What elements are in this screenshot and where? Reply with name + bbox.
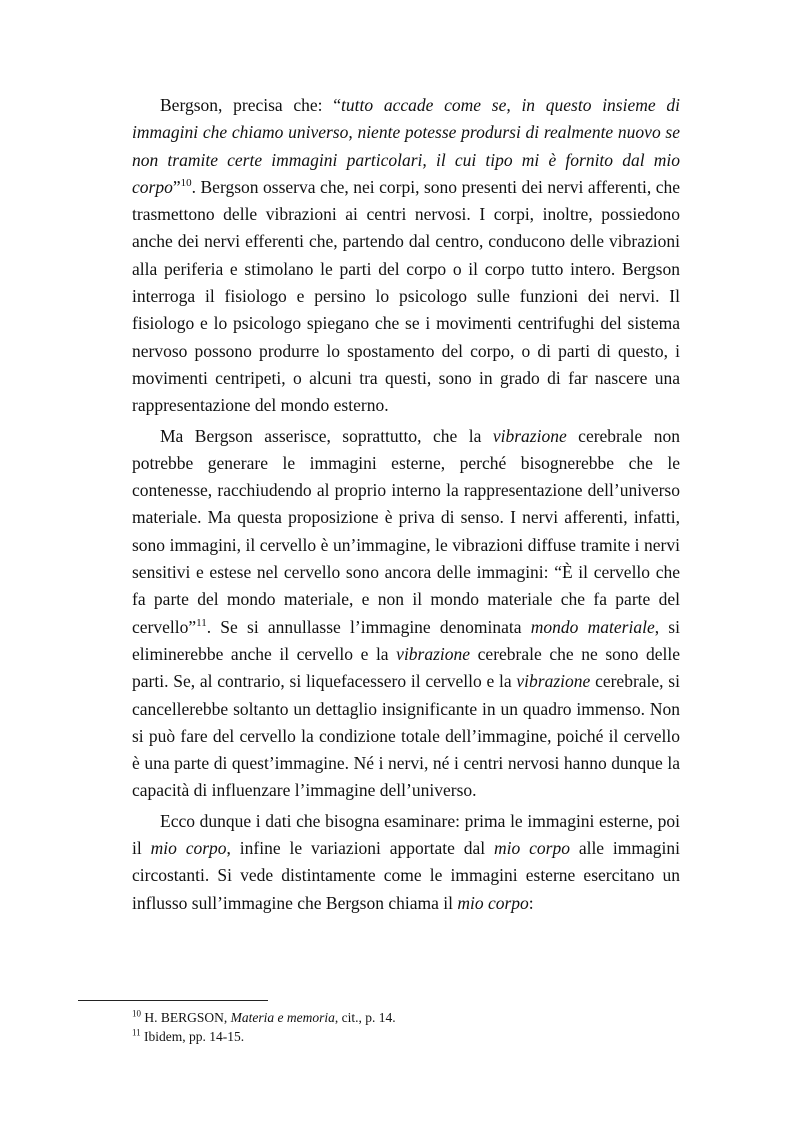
- text-run: Ibidem, pp. 14-15.: [140, 1029, 245, 1044]
- footnote-reference: 10: [180, 177, 192, 190]
- text-run: Ma Bergson asserisce, soprattutto, che la: [160, 425, 493, 446]
- italic-text: mio corpo: [150, 838, 227, 859]
- footnote-number: 10: [132, 1008, 141, 1019]
- text-run: ”: [172, 176, 181, 197]
- italic-text: vibrazione: [492, 425, 567, 446]
- footnote-reference: 11: [196, 616, 207, 629]
- paragraph: [132, 808, 680, 917]
- footnote: [132, 1027, 692, 1046]
- text-run: H. BERGSON,: [141, 1010, 231, 1025]
- footnote-text: [141, 1010, 396, 1025]
- italic-text: vibrazione: [516, 671, 591, 692]
- italic-text: mio corpo: [457, 892, 529, 913]
- text-run: alle immagini circostanti. Si vede distintamente come le immagini esterne esercitano un influsso sull’immagine che Bergson chiama il: [132, 838, 681, 913]
- footnotes: [132, 1008, 692, 1046]
- paragraph: [132, 92, 680, 420]
- italic-text: mondo materiale: [530, 616, 655, 637]
- text-run: cerebrale non potrebbe generare le immagini esterne, perché bisognerebbe che le contenesse, racchiudendo al proprio interno la rappresentazione dell’universo materiale. Ma questa proposizione è priva di senso. I nervi afferenti, infatti, sono immagini, il cervello è un’immagine, le vibrazioni diffuse tramite i nervi sensitivi e estese nel cervello sono ancora delle immagini: “È il cervello che fa parte del mondo materiale, e non il mondo materiale che fa parte del cervello”: [132, 425, 680, 637]
- text-run: cerebrale, si cancellerebbe soltanto un dettaglio insignificante in un quadro immenso. Non si può fare del cervello la condizione totale dell’immagine, poiché il cervello è una parte di quest’immagine. Né i nervi, né i centri nervosi hanno dunque la capacità di influenzare l’immagine dell’universo.: [132, 671, 680, 801]
- text-run: . Bergson osserva che, nei corpi, sono presenti dei nervi afferenti, che trasmettono delle vibrazioni ai centri nervosi. I corpi, inoltre, possiedono anche dei nervi efferenti che, partendo dal centro, conducono delle vibrazioni alla periferia e stimolano le parti del corpo o il corpo tutto intero. Bergson interroga il fisiologo e persino lo psicologo sulle funzioni dei nervi. Il fisiologo e lo psicologo spiegano che se i movimenti centrifughi del sistema nervoso possono produrre lo spostamento del corpo, o di parti di questo, i movimenti centripeti, o alcuni tra questi, sono in grado di far nascere una rappresentazione del mondo esterno.: [132, 176, 680, 416]
- text-run: cerebrale che ne sono delle parti. Se, al contrario, si liquefacessero il cervello e la: [132, 643, 680, 692]
- text-run: , si eliminerebbe anche il cervello e la: [132, 616, 680, 664]
- footnote: [132, 1008, 692, 1027]
- body-text: [132, 92, 680, 917]
- text-run: :: [528, 892, 534, 913]
- text-run: . Se si annullasse l’immagine denominata: [206, 616, 531, 637]
- text-run: Ecco dunque i dati che bisogna esaminare: prima le immagini esterne, poi il: [132, 810, 680, 859]
- italic-text: mio corpo: [494, 838, 570, 859]
- paragraph: [132, 423, 680, 805]
- footnote-number: 11: [132, 1027, 141, 1038]
- italic-text: Materia e memoria: [230, 1010, 335, 1025]
- text-run: Bergson, precisa che: “: [160, 95, 342, 115]
- footnote-text: [141, 1029, 245, 1044]
- italic-text: tutto accade come se, in questo insieme di immagini che chiamo universo, niente potesse prodursi di realmente nuovo se non tramite certe immagini particolari, il cui tipo mi è fornito dal mio corpo: [132, 95, 680, 197]
- footnote-separator: [78, 1000, 268, 1001]
- text-run: , infine le variazioni apportate dal: [226, 838, 494, 859]
- italic-text: vibrazione: [396, 643, 471, 664]
- text-run: , cit., p. 14.: [334, 1010, 396, 1025]
